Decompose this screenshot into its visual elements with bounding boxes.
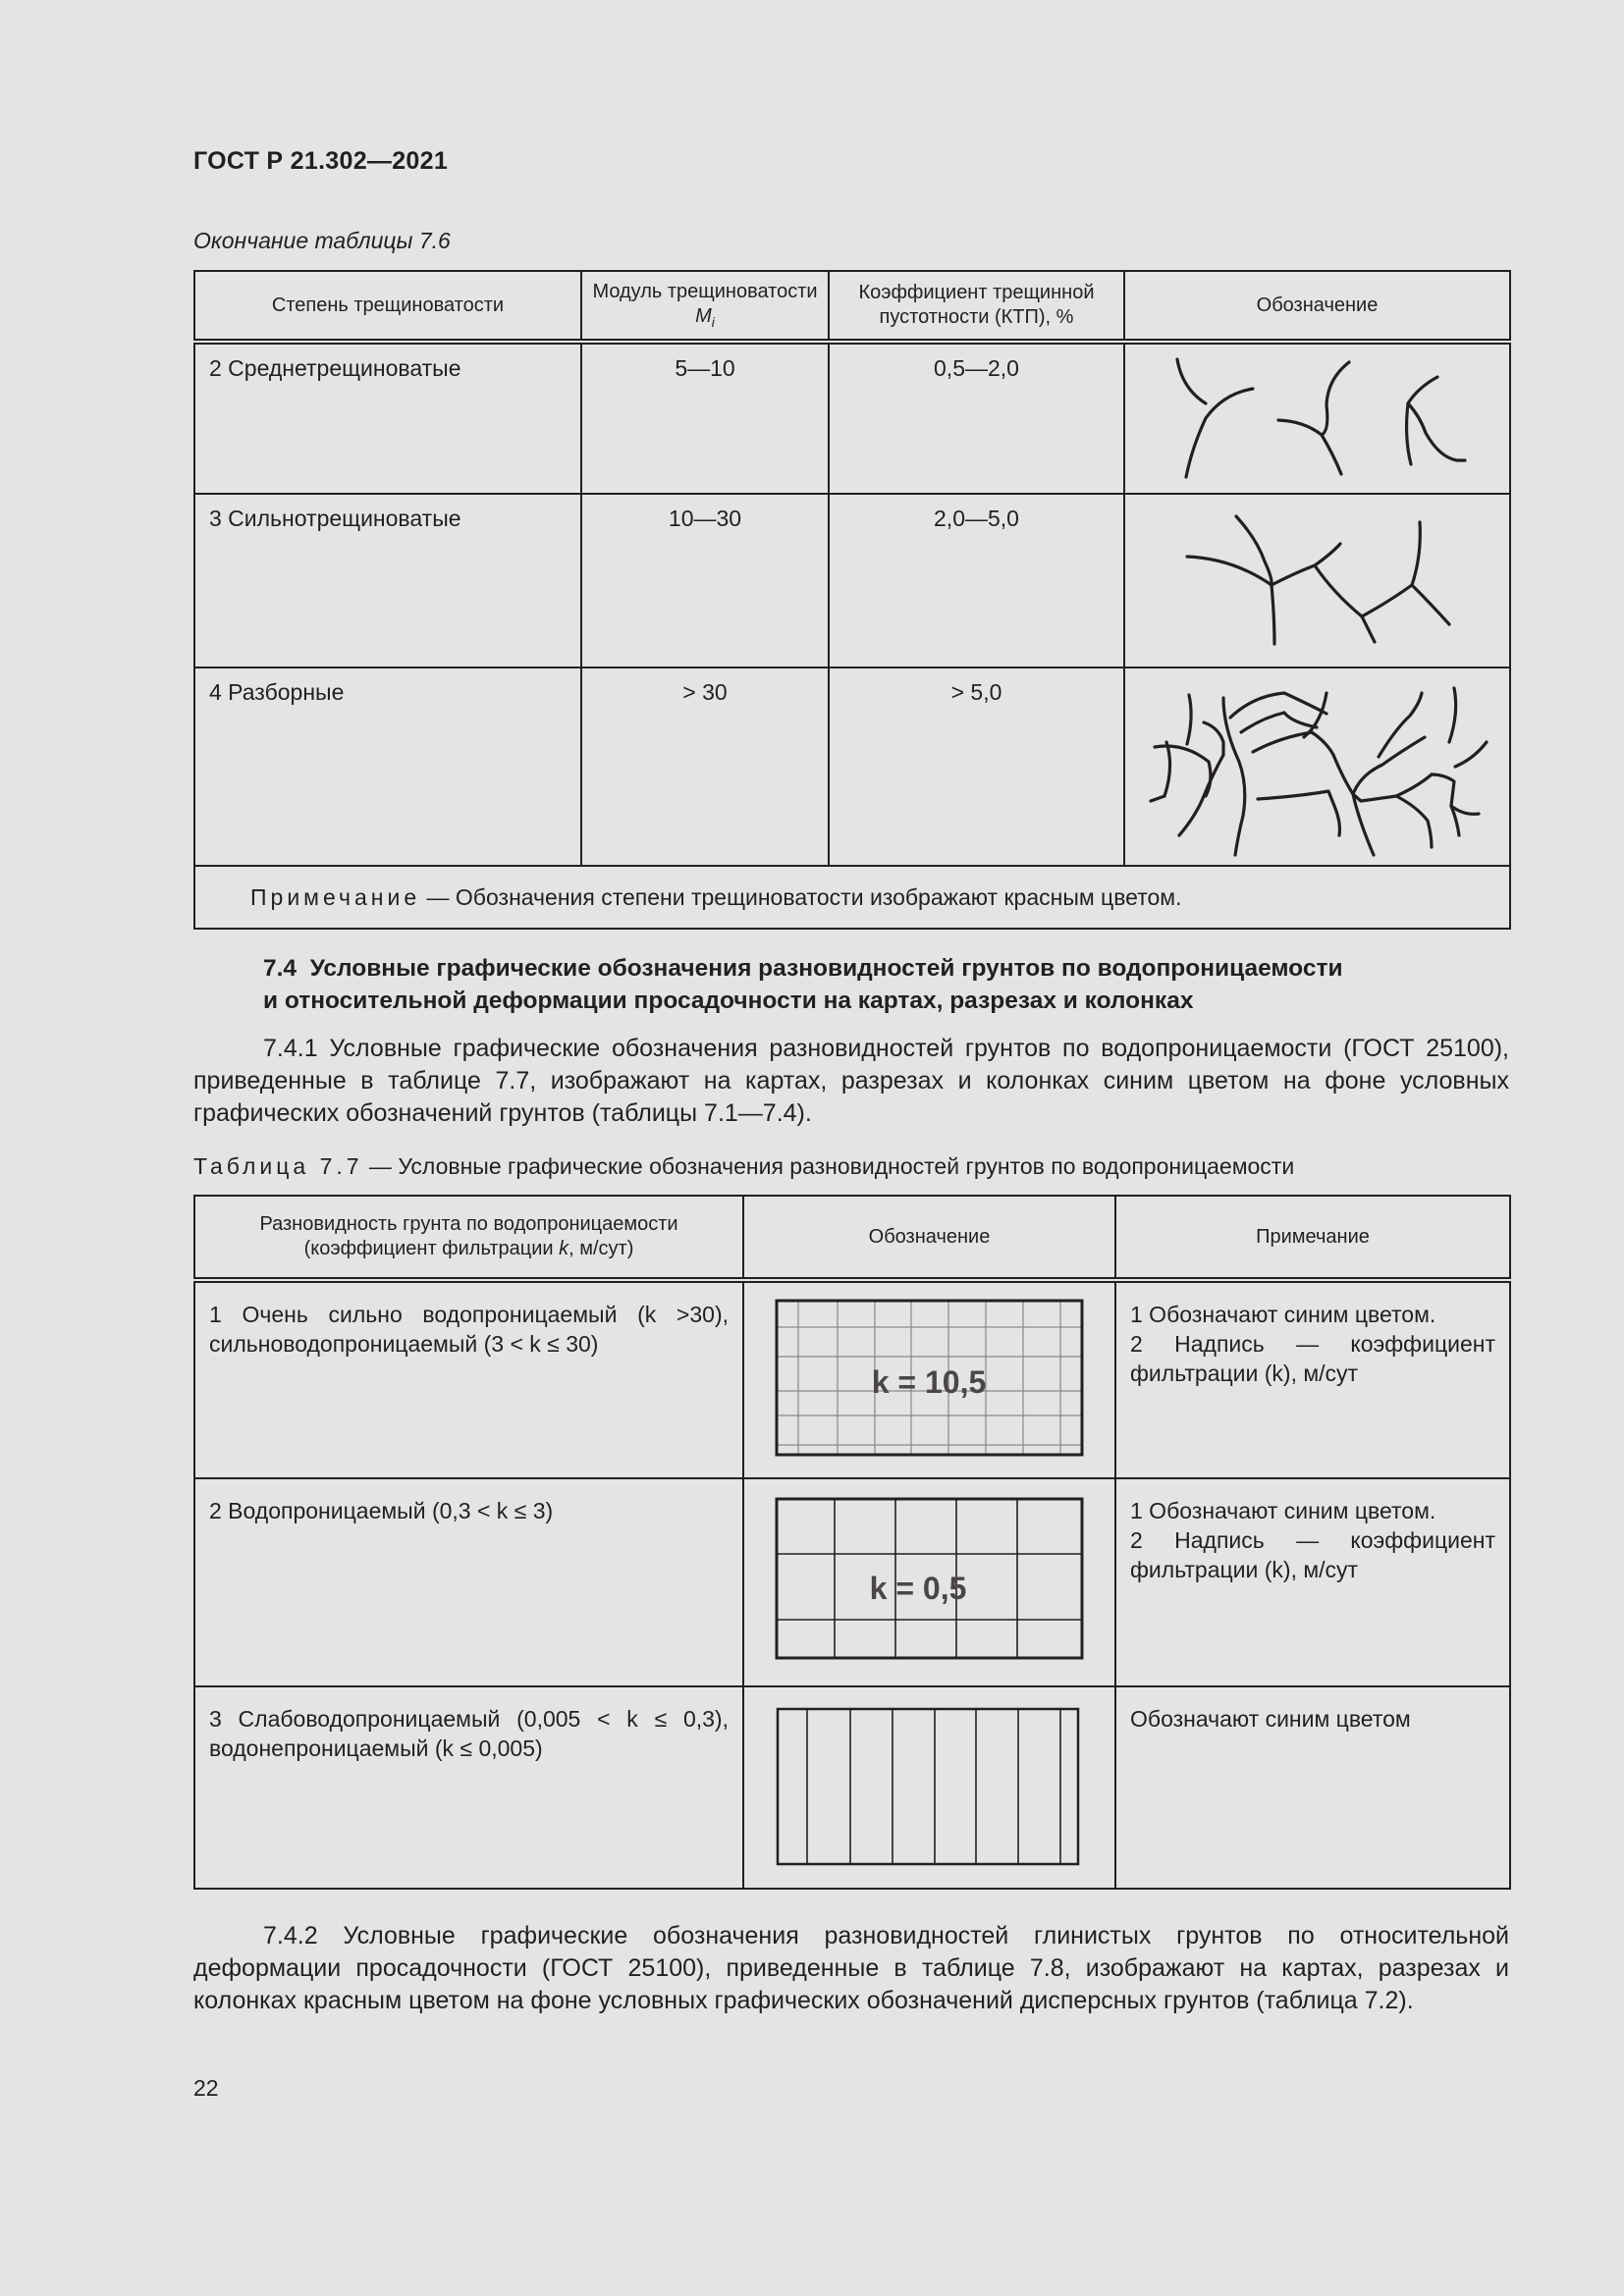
header-symbol: Обозначение <box>1124 271 1510 342</box>
degree-cell: 3 Сильнотрещиноватые <box>209 506 461 531</box>
permeable-symbol <box>744 1479 1114 1683</box>
header-variety: Разновидность грунта по водопроницаемости (коэффициент фильтрации k, м/сут) <box>194 1196 743 1280</box>
header-symbol: Обозначение <box>743 1196 1115 1280</box>
header-modulus: Модуль трещиноватости $M_i$ <box>581 271 829 342</box>
table-row <box>194 1280 1510 1478</box>
paragraph-7-4-2: 7.4.2 Условные графические обозначения разновидностей глинистых грунтов по относительной деформации просадочности (ГОСТ 25100), приведенные в таблице 7.8, изображают на картах, разрезах и колонках красным цветом на фоне условных графических обозначений дисперсных грунтов (таблица 7.2). <box>193 1922 1509 2014</box>
page-number: 22 <box>193 2075 219 2101</box>
header-degree: Степень трещиноватости <box>194 271 581 342</box>
table-7-7-caption: Таблица 7.7 — Условные графические обозначения разновидностей грунтов по водопроницаемости <box>193 1153 1295 1179</box>
document-code: ГОСТ Р 21.302—2021 <box>193 147 449 175</box>
degree-cell: 2 Среднетрещиноватые <box>209 355 461 381</box>
modulus-cell: 10—30 <box>668 506 742 531</box>
strong-fracture-symbol <box>1125 495 1509 664</box>
note-text: — Обозначения степени трещиноватости изображают красным цветом. <box>420 883 1182 910</box>
variety-cell: 3 Слабоводопроницаемый (0,005 < k ≤ 0,3), водонепроницаемый (k ≤ 0,005) <box>209 1706 729 1761</box>
paragraph-7-4-1: 7.4.1 Условные графические обозначения разновидностей грунтов по водопроницаемости (ГОСТ 25100), приведенные в таблице 7.7, изображают на картах, разрезах и колонках синим цветом на фоне условных графических обозначений грунтов (таблицы 7.1—7.4). <box>193 1035 1509 1127</box>
disassembled-fracture-symbol <box>1125 668 1509 863</box>
ktp-cell: 0,5—2,0 <box>934 355 1019 381</box>
high-permeability-symbol <box>744 1283 1114 1477</box>
variety-cell: 1 Очень сильно водопроницаемый (k >30), сильноводопроницаемый (3 < k ≤ 30) <box>209 1302 729 1357</box>
ktp-cell: 2,0—5,0 <box>934 506 1019 531</box>
table-row <box>194 494 1510 667</box>
note-cell: Обозначают синим цветом <box>1130 1706 1411 1732</box>
k-value-label: k = 0,5 <box>869 1571 967 1606</box>
table-7-6-caption: Окончание таблицы 7.6 <box>193 228 451 253</box>
note-label: Примечание <box>250 883 421 910</box>
table-row <box>194 342 1510 494</box>
k-value-label: k = 10,5 <box>871 1364 987 1400</box>
note-cell: 1 Обозначают синим цветом. 2 Надпись — коэффициент фильтрации (k), м/сут <box>1130 1302 1495 1386</box>
medium-fracture-symbol <box>1125 345 1509 492</box>
header-note: Примечание <box>1115 1196 1510 1280</box>
modulus-cell: 5—10 <box>675 355 735 381</box>
table-7-7 <box>193 1195 1511 1890</box>
table-note-row <box>194 866 1510 929</box>
section-heading-7-4: 7.4 Условные графические обозначения разновидностей грунтов по водопроницаемости и относительной деформации просадочности на картах, разрезах и колонках <box>263 955 1343 1014</box>
table-row <box>194 1686 1510 1889</box>
note-cell: 1 Обозначают синим цветом. 2 Надпись — коэффициент фильтрации (k), м/сут <box>1130 1498 1495 1582</box>
variety-cell: 2 Водопроницаемый (0,3 < k ≤ 3) <box>209 1498 554 1523</box>
table-7-6 <box>193 270 1511 930</box>
table-row <box>194 1478 1510 1686</box>
modulus-cell: > 30 <box>682 679 728 705</box>
degree-cell: 4 Разборные <box>209 679 345 705</box>
header-ktp: Коэффициент трещинной пустотности (КТП), % <box>829 271 1124 342</box>
low-permeability-symbol <box>744 1687 1114 1886</box>
ktp-cell: > 5,0 <box>950 679 1002 705</box>
table-row <box>194 667 1510 866</box>
